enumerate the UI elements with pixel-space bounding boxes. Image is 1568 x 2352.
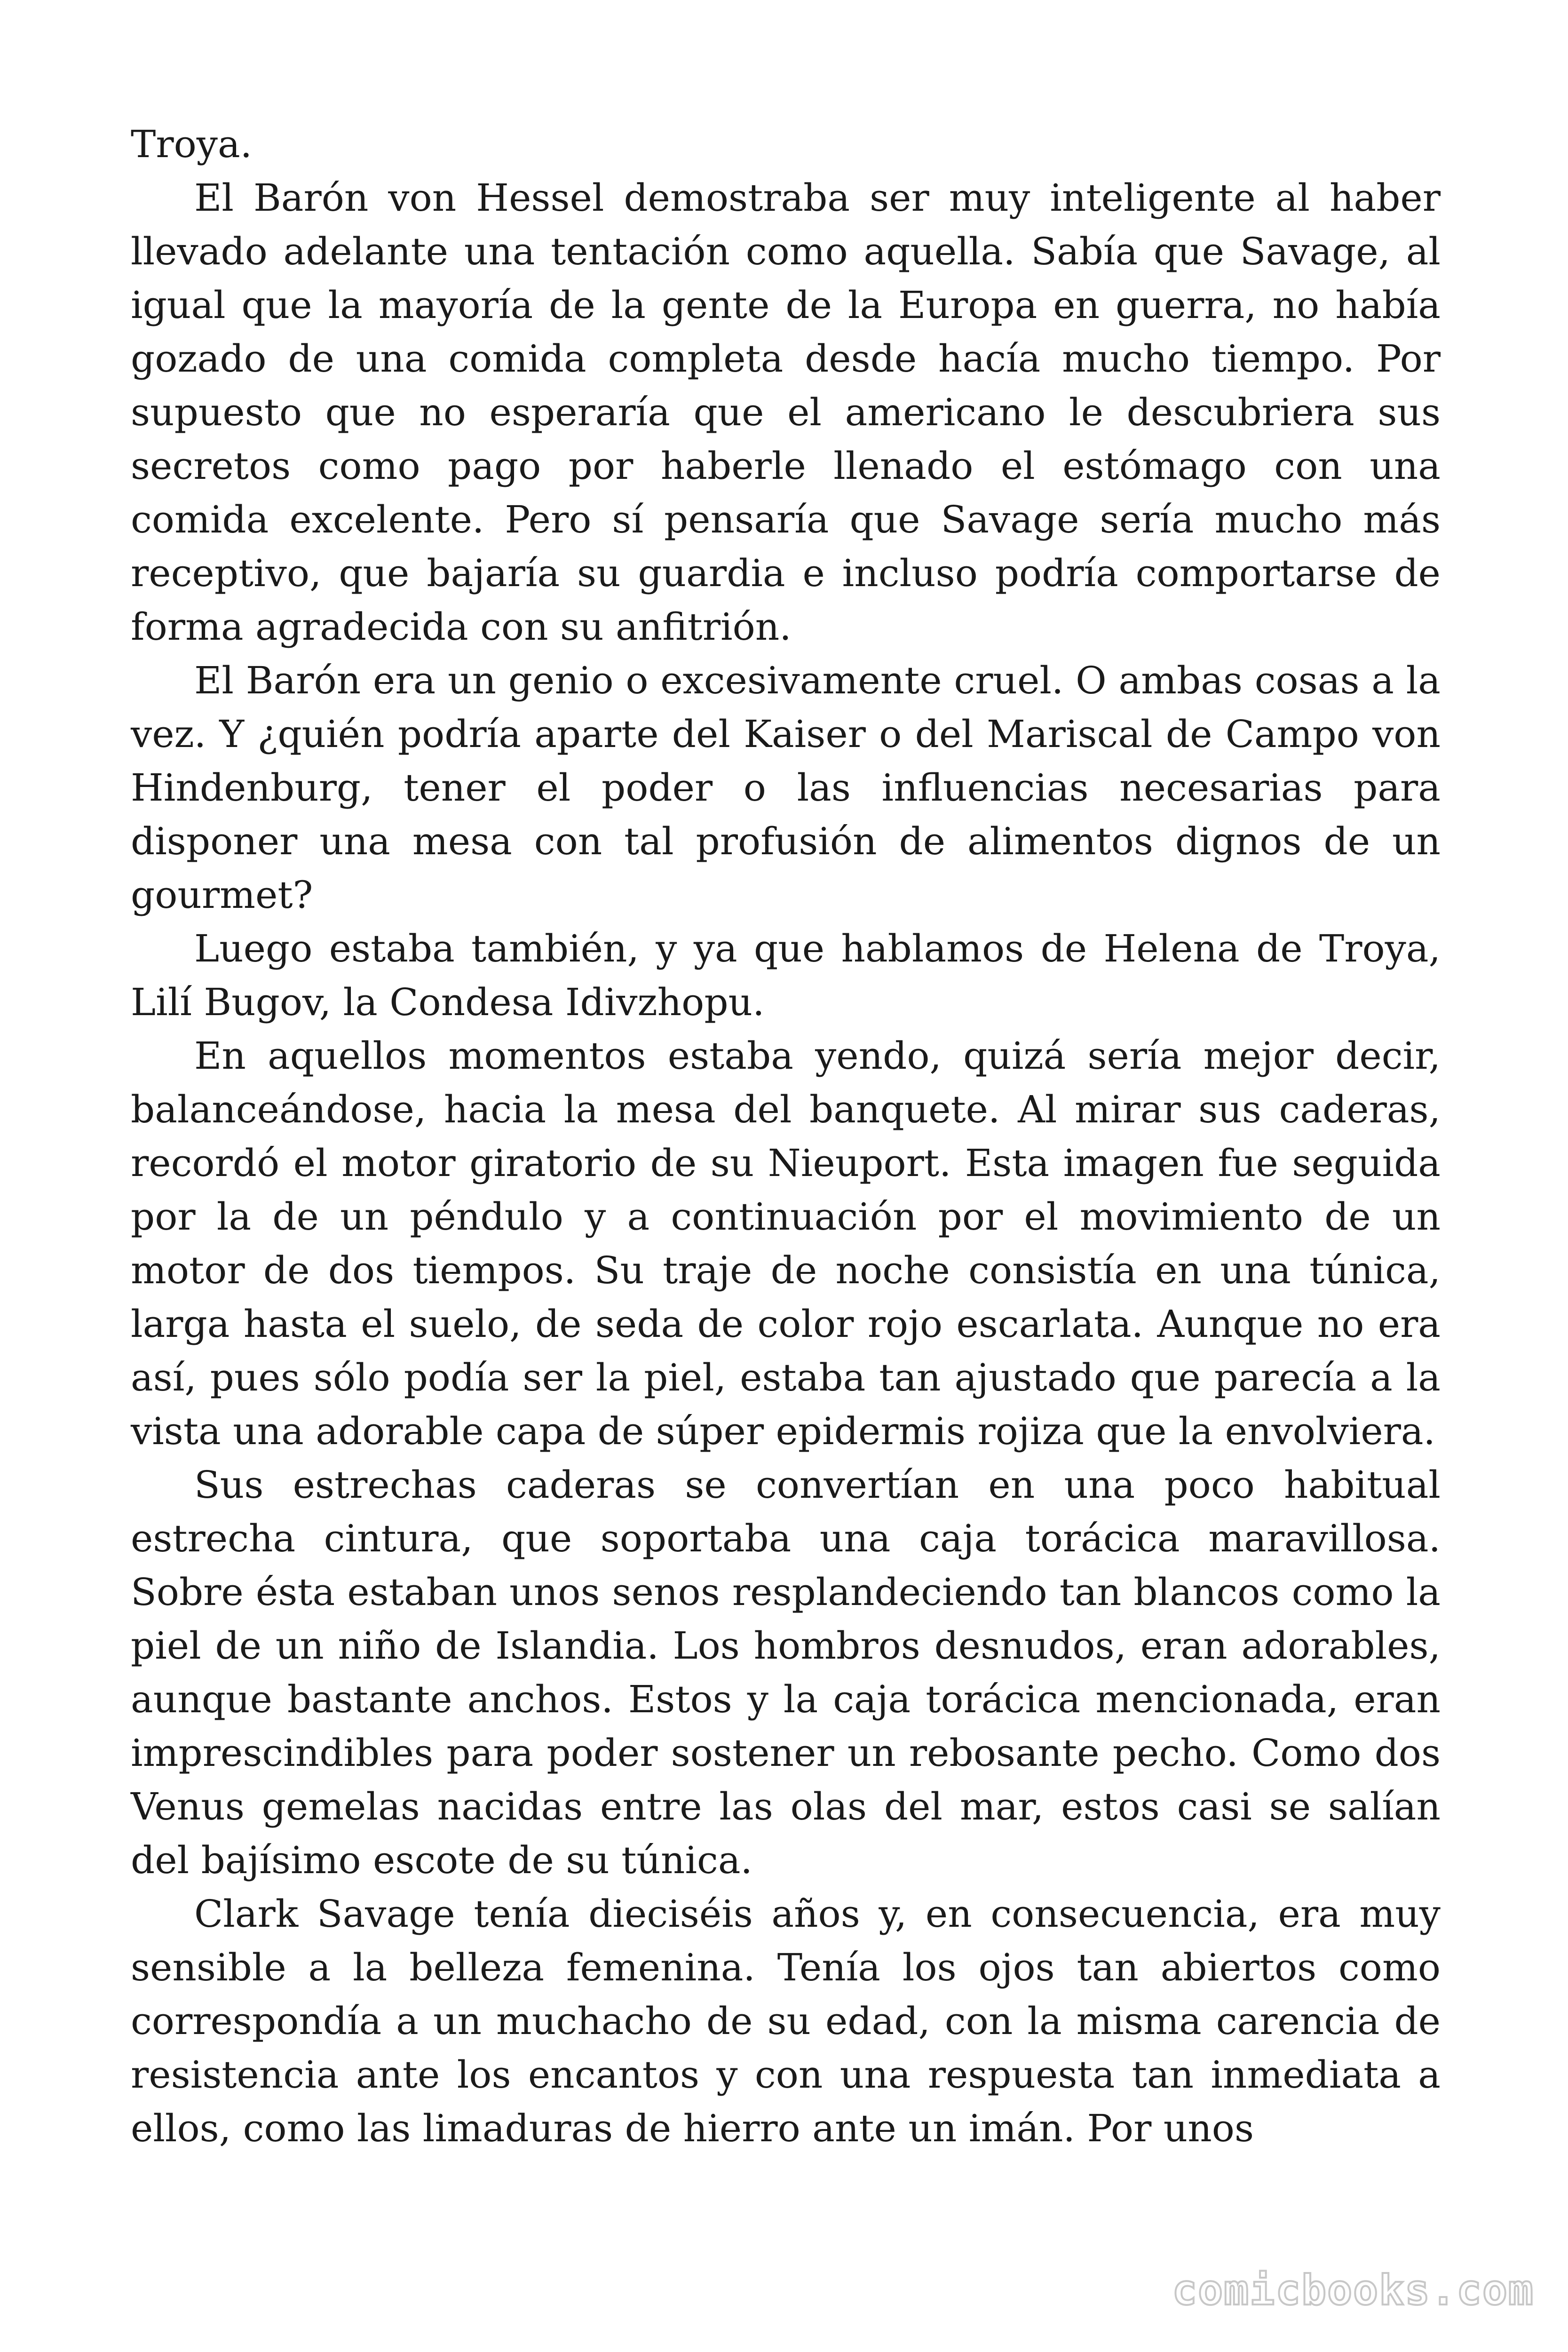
watermark: comicbooks.com — [1172, 2266, 1534, 2314]
page-body — [131, 118, 1441, 2155]
paragraph-2: El Barón von Hessel demostraba ser muy inteligente al haber llevado adelante una tentación como aquella. Sabía que Savage, al igual que la mayoría de la gente de la Europa en guerra, no había gozado de una comida completa desde hacía mucho tiempo. Por supuesto que no esperaría que el americano le descubriera sus secretos como pago por haberle llenado el estómago con una comida excelente. Pero sí pensaría que Savage sería mucho más receptivo, que bajaría su guardia e incluso podría comportarse de forma agradecida con su anfitrión. — [131, 176, 1441, 649]
paragraph-1: Troya. — [131, 122, 253, 166]
paragraph-3: El Barón era un genio o excesivamente cruel. O ambas cosas a la vez. Y ¿quién podría aparte del Kaiser o del Mariscal de Campo von Hindenburg, tener el poder o las influencias necesarias para disponer una mesa con tal profusión de alimentos dignos de un gourmet? — [131, 659, 1441, 917]
paragraph-4: Luego estaba también, y ya que hablamos de Helena de Troya, Lilí Bugov, la Condesa Idivzhopu. — [131, 927, 1441, 1024]
paragraph-6: Sus estrechas caderas se convertían en una poco habitual estrecha cintura, que soportaba una caja torácica maravillosa. Sobre ésta estaban unos senos resplandeciendo tan blancos como la piel de un niño de Islandia. Los hombros desnudos, eran adorables, aunque bastante anchos. Estos y la caja torácica mencionada, eran imprescindibles para poder sostener un rebosante pecho. Como dos Venus gemelas nacidas entre las olas del mar, estos casi se salían del bajísimo escote de su túnica. — [131, 1463, 1441, 1882]
paragraph-7: Clark Savage tenía dieciséis años y, en consecuencia, era muy sensible a la belleza femenina. Tenía los ojos tan abiertos como correspondía a un muchacho de su edad, con la misma carencia de resistencia ante los encantos y con una respuesta tan inmediata a ellos, como las limaduras de hierro ante un imán. Por unos — [131, 1892, 1441, 2150]
paragraph-5: En aquellos momentos estaba yendo, quizá sería mejor decir, balanceándose, hacia la mesa del banquete. Al mirar sus caderas, recordó el motor giratorio de su Nieuport. Esta imagen fue seguida por la de un péndulo y a continuación por el movimiento de un motor de dos tiempos. Su traje de noche consistía en una túnica, larga hasta el suelo, de seda de color rojo escarlata. Aunque no era así, pues sólo podía ser la piel, estaba tan ajustado que parecía a la vista una adorable capa de súper epidermis rojiza que la envolviera. — [131, 1034, 1441, 1453]
